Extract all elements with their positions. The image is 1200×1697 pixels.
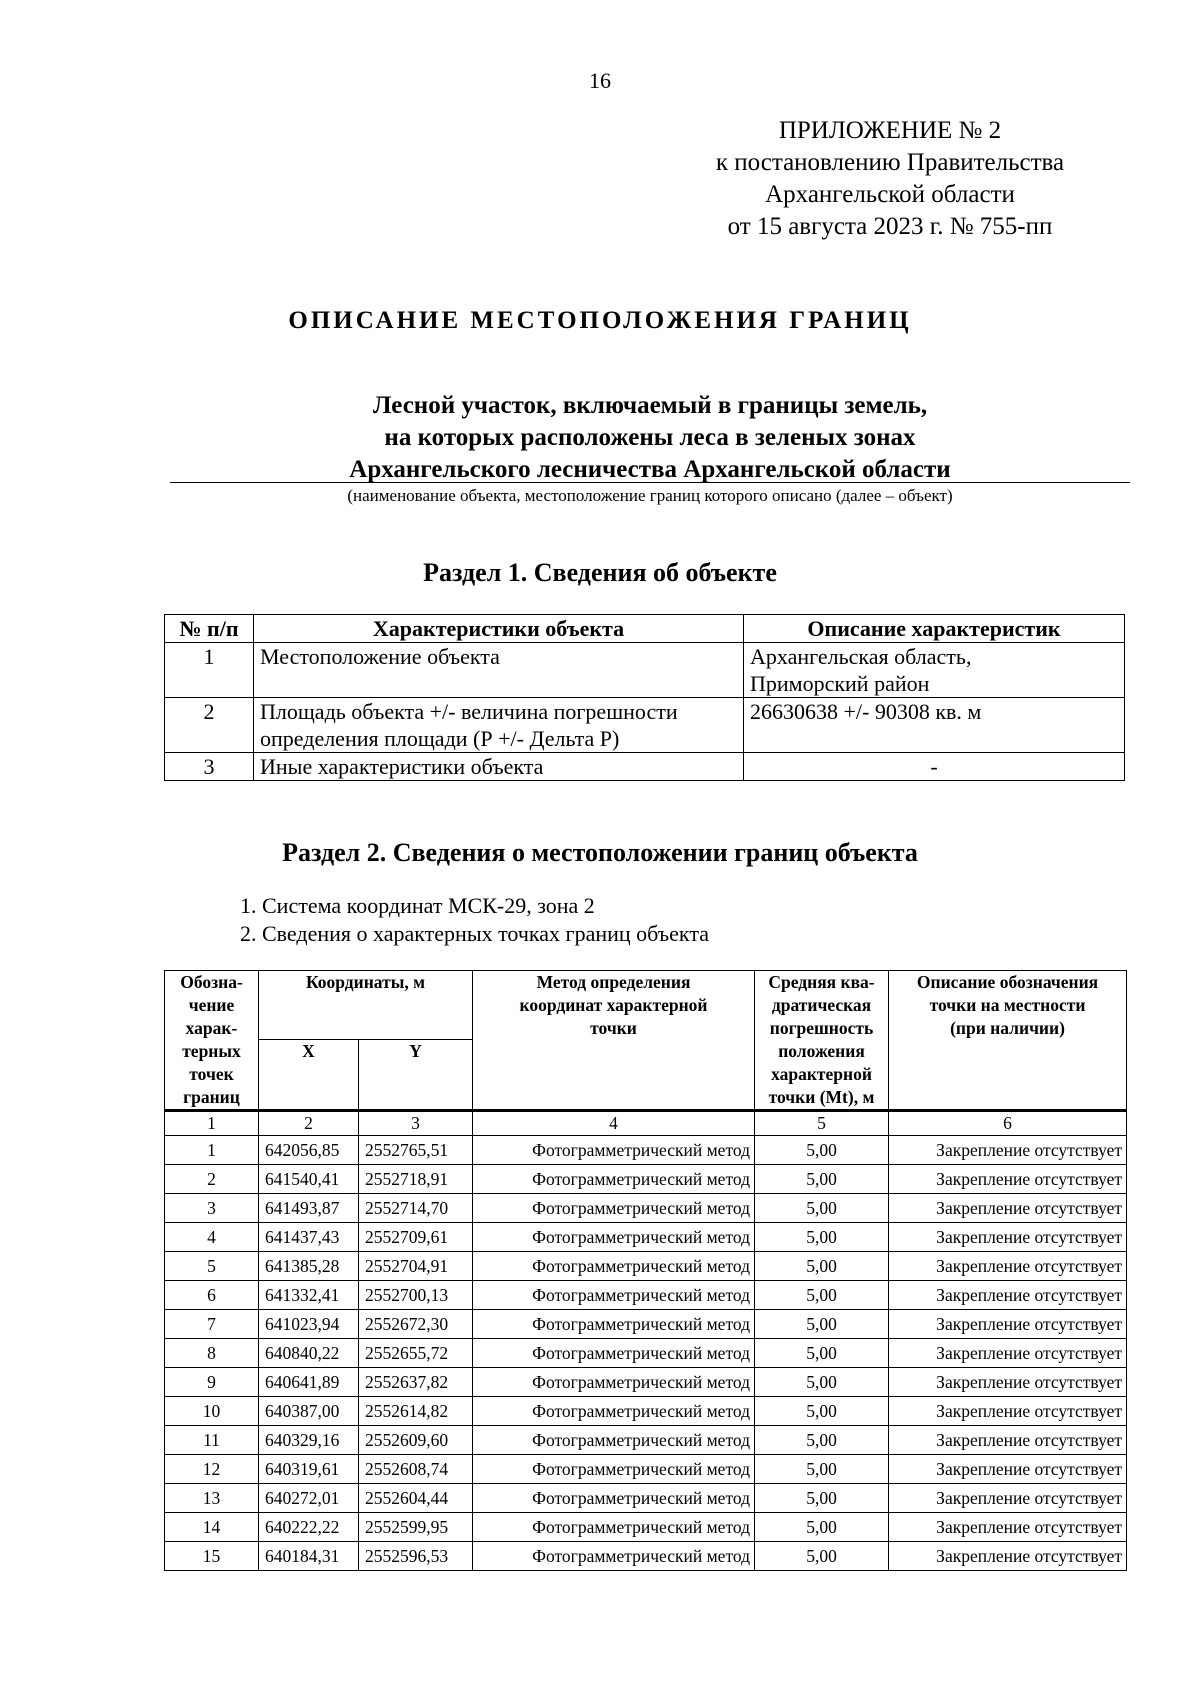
header-text: точки на местности [929,995,1086,1015]
point-number: 8 [165,1339,259,1368]
header-text: Описание обозначения [916,972,1099,992]
point-error: 5,00 [755,1165,889,1194]
point-error: 5,00 [755,1252,889,1281]
point-error: 5,00 [755,1281,889,1310]
header-text: характерной [771,1064,872,1084]
point-method: Фотограмметрический метод [473,1397,755,1426]
boundary-points-table [164,970,1127,1571]
point-x: 640387,00 [259,1397,359,1426]
point-error: 5,00 [755,1426,889,1455]
point-method: Фотограмметрический метод [473,1252,755,1281]
row-number: 1 [165,643,254,698]
point-x: 641540,41 [259,1165,359,1194]
table-row [165,1194,1127,1223]
table-row [165,1165,1127,1194]
point-description: Закрепление отсутствует [889,1455,1127,1484]
table-row [165,1310,1127,1339]
point-method: Фотограмметрический метод [473,1281,755,1310]
header-text: координат характерной [519,995,708,1015]
point-x: 640184,31 [259,1542,359,1571]
table-row [165,1484,1127,1513]
appendix-line: ПРИЛОЖЕНИЕ № 2 [778,117,1002,144]
point-error: 5,00 [755,1339,889,1368]
point-x: 641437,43 [259,1223,359,1252]
point-x: 640272,01 [259,1484,359,1513]
point-x: 640319,61 [259,1455,359,1484]
point-y: 2552704,91 [359,1252,473,1281]
header-text: харак- [185,1018,238,1038]
point-method: Фотограмметрический метод [473,1368,755,1397]
table-row [165,753,1125,781]
appendix-line: от 15 августа 2023 г. № 755-пп [727,213,1053,240]
table-header-row [165,971,1127,1040]
point-y: 2552614,82 [359,1397,473,1426]
point-method: Фотограмметрический метод [473,1542,755,1571]
header-method [473,971,755,1111]
point-x: 641023,94 [259,1310,359,1339]
point-x: 641332,41 [259,1281,359,1310]
header-x: X [259,1039,359,1110]
point-description: Закрепление отсутствует [889,1252,1127,1281]
point-method: Фотограмметрический метод [473,1426,755,1455]
header-y: Y [359,1039,473,1110]
header-text: дратическая [771,995,872,1015]
header-text: Метод определения [536,972,691,992]
row-value: 26630638 +/- 90308 кв. м [744,698,1125,753]
point-number: 13 [165,1484,259,1513]
object-name-line: на которых расположены леса в зеленых зонах [384,424,916,451]
point-y: 2552718,91 [359,1165,473,1194]
point-number: 11 [165,1426,259,1455]
point-error: 5,00 [755,1194,889,1223]
point-description: Закрепление отсутствует [889,1165,1127,1194]
point-y: 2552700,13 [359,1281,473,1310]
point-number: 9 [165,1368,259,1397]
table-row [165,1426,1127,1455]
table-row [165,1136,1127,1165]
point-number: 2 [165,1165,259,1194]
points-body [165,1111,1127,1571]
table-row [165,1513,1127,1542]
point-error: 5,00 [755,1455,889,1484]
appendix-line: Архангельской области [765,181,1015,208]
page-number: 16 [589,68,611,93]
point-x: 640840,22 [259,1339,359,1368]
point-error: 5,00 [755,1542,889,1571]
table-row [165,643,1125,698]
point-method: Фотограмметрический метод [473,1136,755,1165]
header-coordinates: Координаты, м [259,971,473,1040]
point-description: Закрепление отсутствует [889,1281,1127,1310]
point-error: 5,00 [755,1397,889,1426]
point-method: Фотограмметрический метод [473,1339,755,1368]
point-y: 2552599,95 [359,1513,473,1542]
header-cell: № п/п [165,615,254,643]
point-description: Закрепление отсутствует [889,1194,1127,1223]
point-method: Фотограмметрический метод [473,1310,755,1339]
point-number: 1 [165,1136,259,1165]
point-y: 2552765,51 [359,1136,473,1165]
point-y: 2552714,70 [359,1194,473,1223]
table-row [165,698,1125,753]
point-x: 641493,87 [259,1194,359,1223]
header-text: границ [183,1087,240,1107]
point-description: Закрепление отсутствует [889,1368,1127,1397]
column-number: 2 [259,1111,359,1136]
table-row [165,1252,1127,1281]
header-description [889,971,1127,1111]
point-method: Фотограмметрический метод [473,1165,755,1194]
object-name-underline [170,482,1130,483]
point-y: 2552655,72 [359,1339,473,1368]
point-description: Закрепление отсутствует [889,1310,1127,1339]
header-cell: Описание характеристик [744,615,1125,643]
table-row [165,1368,1127,1397]
point-number: 12 [165,1455,259,1484]
point-description: Закрепление отсутствует [889,1426,1127,1455]
row-name [254,643,744,698]
header-text: чение [188,995,235,1015]
object-name-line: Лесной участок, включаемый в границы земель, [372,392,928,419]
point-x: 642056,85 [259,1136,359,1165]
list-item: 1. Система координат МСК-29, зона 2 [240,893,595,918]
column-number-row [165,1111,1127,1136]
row-name [254,698,744,753]
object-name [170,390,1130,486]
point-error: 5,00 [755,1368,889,1397]
point-method: Фотограмметрический метод [473,1223,755,1252]
column-number: 4 [473,1111,755,1136]
point-number: 7 [165,1310,259,1339]
column-number: 1 [165,1111,259,1136]
point-error: 5,00 [755,1513,889,1542]
point-y: 2552709,61 [359,1223,473,1252]
header-text: Средняя ква- [768,972,875,992]
header-point-designation [165,971,259,1111]
point-description: Закрепление отсутствует [889,1542,1127,1571]
point-error: 5,00 [755,1223,889,1252]
point-number: 3 [165,1194,259,1223]
point-method: Фотограмметрический метод [473,1484,755,1513]
point-number: 10 [165,1397,259,1426]
section2-title: Раздел 2. Сведения о местоположении границ объекта [282,838,918,867]
point-number: 4 [165,1223,259,1252]
point-method: Фотограмметрический метод [473,1455,755,1484]
table-row [165,1223,1127,1252]
header-text: Обозна- [180,972,243,992]
appendix-header [660,115,1120,243]
point-x: 641385,28 [259,1252,359,1281]
point-y: 2552637,82 [359,1368,473,1397]
point-error: 5,00 [755,1136,889,1165]
cell-text: Местоположение объекта [260,644,500,669]
list-item: 2. Сведения о характерных точках границ объекта [240,921,709,946]
header-text: точек [189,1064,234,1084]
point-description: Закрепление отсутствует [889,1223,1127,1252]
point-description: Закрепление отсутствует [889,1339,1127,1368]
point-error: 5,00 [755,1310,889,1339]
table-row [165,1397,1127,1426]
object-name-line: Архангельского лесничества Архангельской области [349,456,951,483]
point-number: 5 [165,1252,259,1281]
header-text: терных [182,1041,241,1061]
point-error: 5,00 [755,1484,889,1513]
table-row [165,1281,1127,1310]
point-x: 640222,22 [259,1513,359,1542]
header-mean-error [755,971,889,1111]
cell-text: Архангельская область, [750,644,972,669]
point-y: 2552609,60 [359,1426,473,1455]
point-y: 2552596,53 [359,1542,473,1571]
row-number: 2 [165,698,254,753]
section2-list [240,892,709,948]
cell-text: определения площади (Р +/- Дельта Р) [260,726,620,751]
row-name: Иные характеристики объекта [254,753,744,781]
header-text: точки (Mt), м [768,1087,875,1107]
row-number: 3 [165,753,254,781]
row-value: - [744,753,1125,781]
point-description: Закрепление отсутствует [889,1397,1127,1426]
header-cell: Характеристики объекта [254,615,744,643]
point-description: Закрепление отсутствует [889,1484,1127,1513]
cell-text: Площадь объекта +/- величина погрешности [260,699,678,724]
point-y: 2552608,74 [359,1455,473,1484]
document-title: ОПИСАНИЕ МЕСТОПОЛОЖЕНИЯ ГРАНИЦ [288,307,912,334]
point-number: 6 [165,1281,259,1310]
table-row [165,1542,1127,1571]
cell-text: Приморский район [750,671,930,696]
column-number: 6 [889,1111,1127,1136]
header-text: положения [778,1041,865,1061]
header-text: точки [590,1018,637,1038]
table-row [165,1455,1127,1484]
table-header-row [165,615,1125,643]
column-number: 5 [755,1111,889,1136]
point-x: 640329,16 [259,1426,359,1455]
column-number: 3 [359,1111,473,1136]
point-y: 2552672,30 [359,1310,473,1339]
object-name-caption: (наименование объекта, местоположение границ которого описано (далее – объект) [347,486,953,505]
row-value [744,643,1125,698]
point-y: 2552604,44 [359,1484,473,1513]
header-text: погрешность [769,1018,874,1038]
table-row [165,1339,1127,1368]
point-x: 640641,89 [259,1368,359,1397]
point-number: 15 [165,1542,259,1571]
header-text: (при наличии) [950,1018,1065,1038]
appendix-line: к постановлению Правительства [715,149,1065,176]
point-method: Фотограмметрический метод [473,1194,755,1223]
point-description: Закрепление отсутствует [889,1136,1127,1165]
object-info-table [164,614,1125,781]
point-number: 14 [165,1513,259,1542]
point-method: Фотограмметрический метод [473,1513,755,1542]
point-description: Закрепление отсутствует [889,1513,1127,1542]
section1-title: Раздел 1. Сведения об объекте [423,558,777,587]
